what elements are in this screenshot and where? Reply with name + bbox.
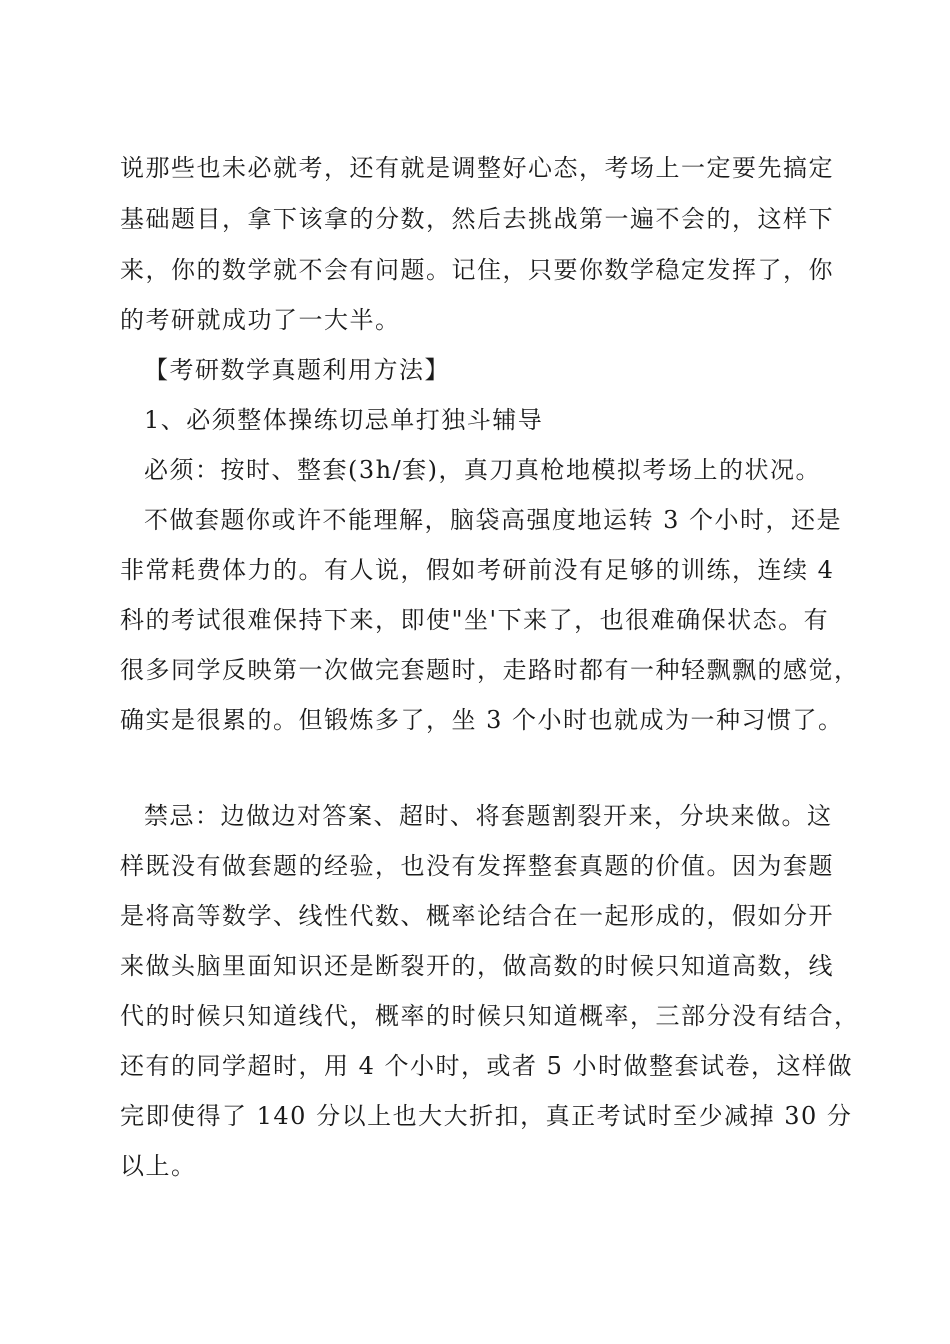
text-line: 的考研就成功了一大半。 (120, 306, 401, 334)
text-line: 样既没有做套题的经验，也没有发挥整套真题的价值。因为套题 (120, 852, 834, 880)
text-line: 必须：按时、整套(3h/套)，真刀真枪地模拟考场上的状况。 (144, 456, 822, 484)
text-line: 基础题目，拿下该拿的分数，然后去挑战第一遍不会的，这样下 (120, 205, 834, 233)
text-line: 说那些也未必就考，还有就是调整好心态，考场上一定要先搞定 (120, 154, 834, 182)
text-line: 以上。 (120, 1152, 197, 1180)
text-line: 代的时候只知道线代，概率的时候只知道概率，三部分没有结合， (120, 1002, 860, 1030)
text-line: 科的考试很难保持下来，即使"坐'下来了，也很难确保状态。有 (120, 606, 830, 634)
text-line: 非常耗费体力的。有人说，假如考研前没有足够的训练，连续 4 (120, 556, 835, 584)
text-line: 很多同学反映第一次做完套题时，走路时都有一种轻飘飘的感觉， (120, 656, 860, 684)
text-line: 是将高等数学、线性代数、概率论结合在一起形成的，假如分开 (120, 902, 834, 930)
text-line: 来，你的数学就不会有问题。记住，只要你数学稳定发挥了，你 (120, 256, 834, 284)
text-line: 确实是很累的。但锻炼多了，坐 3 个小时也就成为一种习惯了。 (120, 706, 844, 734)
text-line: 禁忌：边做边对答案、超时、将套题割裂开来，分块来做。这 (144, 802, 833, 830)
section-heading: 【考研数学真题利用方法】 (144, 356, 450, 384)
subheading: 1、必须整体操练切忌单打独斗辅导 (144, 406, 544, 434)
text-line: 还有的同学超时，用 4 个小时，或者 5 小时做整套试卷，这样做 (120, 1052, 854, 1080)
text-line: 完即使得了 140 分以上也大大折扣，真正考试时至少减掉 30 分 (120, 1102, 853, 1130)
text-line: 来做头脑里面知识还是断裂开的，做高数的时候只知道高数，线 (120, 952, 834, 980)
text-line: 不做套题你或许不能理解，脑袋高强度地运转 3 个小时，还是 (144, 506, 843, 534)
